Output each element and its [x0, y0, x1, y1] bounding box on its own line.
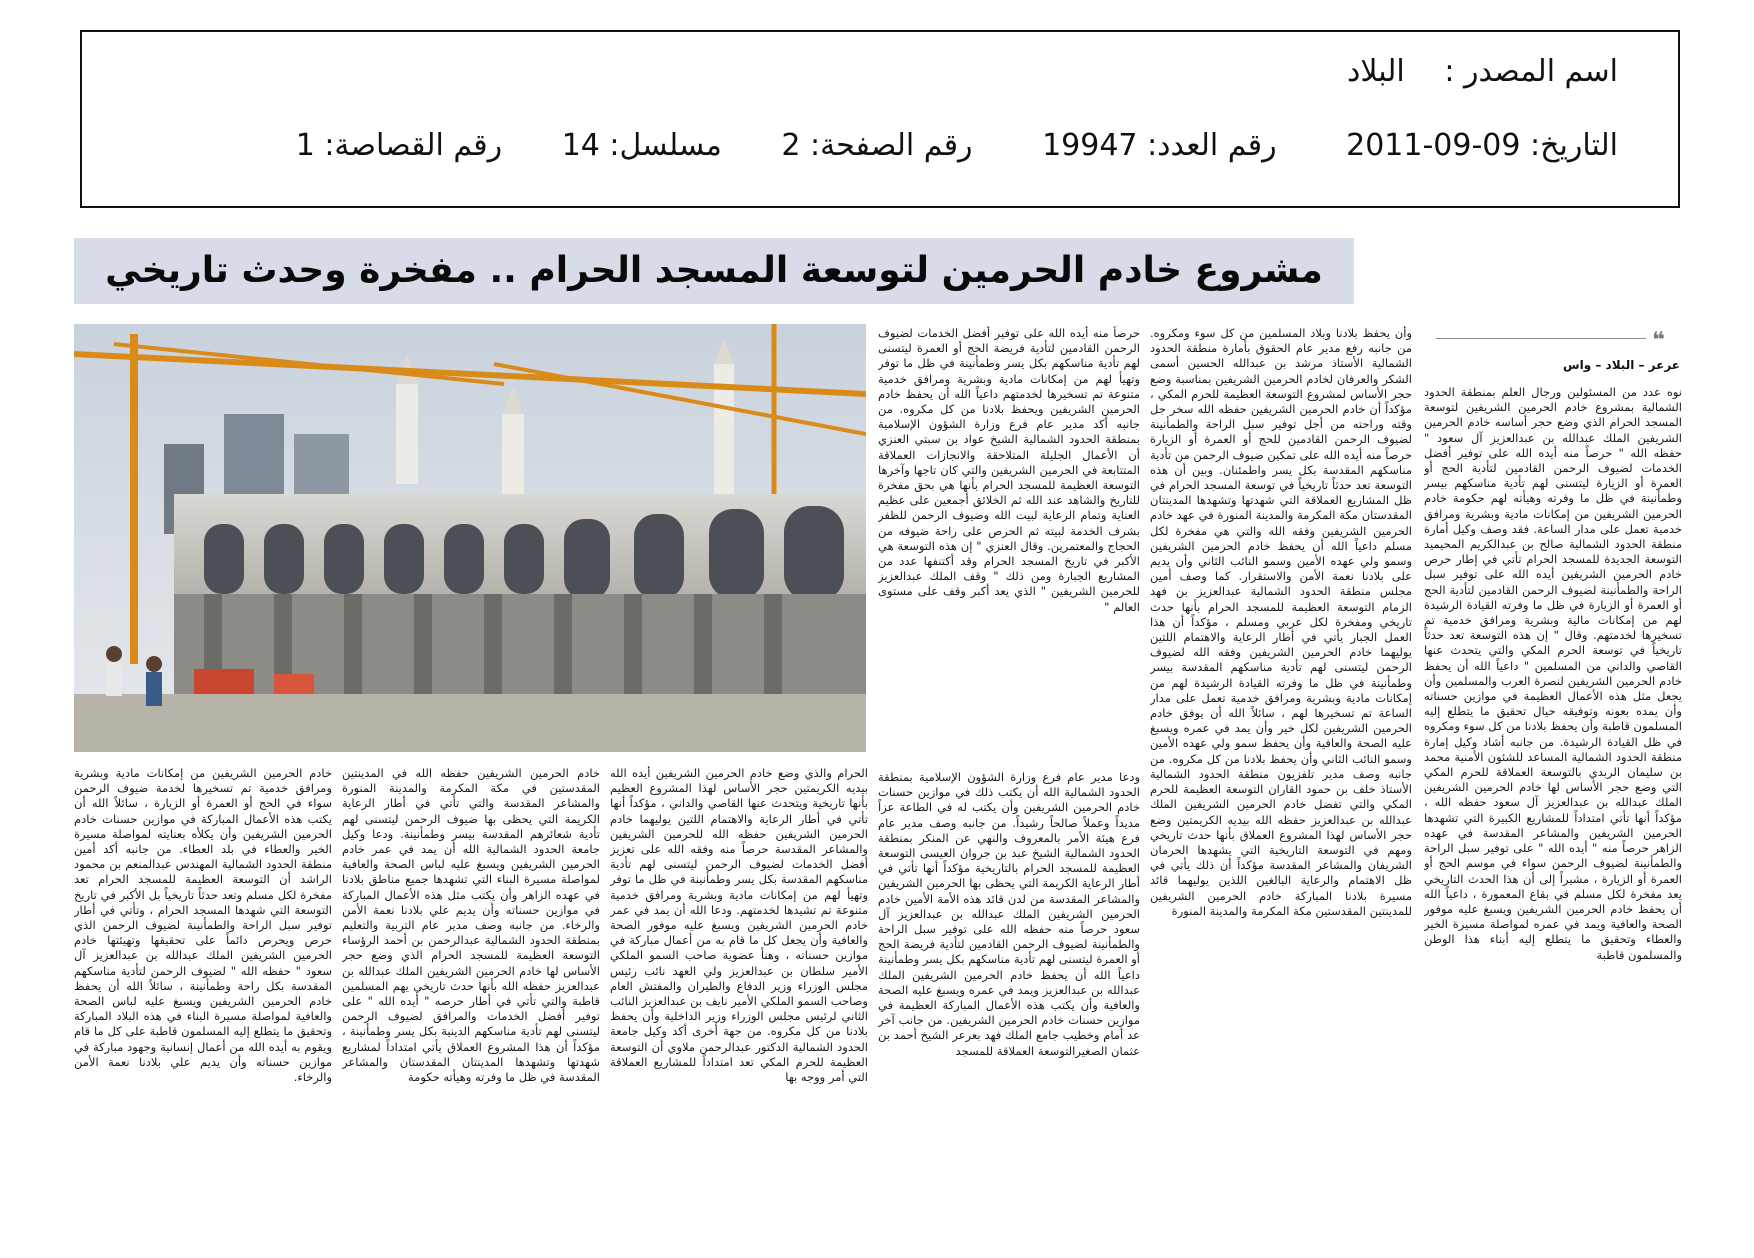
quote-mark-icon: ❝: [1652, 328, 1665, 353]
article-column-3: [878, 326, 1140, 766]
page-label: رقم الصفحة:: [809, 128, 973, 163]
article-column-1: [1424, 385, 1682, 1245]
source-row: [1347, 54, 1618, 89]
article-paragraph: حرصاً منه أيده الله على توفير أفضل الخدمات لضيوف الرحمن القادمين لتأدية فريضة الحج أو العمرة ليتسنى لهم تأدية مناسكهم بكل يسر وطمأنينة في ظل ما توفر وتهيأ لهم من إمكانات مادية وبشرية ومرافق خدمية متنوعة تم تسخيرها لخدمتهم داعياً الله أن يحفظ خادم الحرمين الشريفين ويحفظ بلادنا من كل مكروه. من جانبه أكد مدير عام فرع وزارة الشؤون الإسلامية بمنطقة الحدود الشمالية الشيخ عواد بن سبتي العنزي أن الأعمال الجليلة المتلاحقة والانجازات العملاقة المتتابعة في الحرمين الشريفين والتي كان تاجها وآخرها التوسعة العظيمة للمسجد الحرام بأنها هي بحق مفخرة للتاريخ والشاهد عند الله ثم الخلائق أجمعين على عظيم العناية وتمام الرعاية لبيت الله وضيوف الرحمن للظفر بشرف الخدمة لبيته ثم الحرص على راحة ضيوفه من الحجاج والمعتمرين. وقال العنزي " إن هذه التوسعة هي الأكبر في تاريخ المسجد الحرام وقد أكتنفها عدد من المشاريع الجبارة ومن ذلك " وقف الملك عبدالعزيز للحرمين الشريفين " الذي يعد أكبر وقف على مستوى العالم ": [878, 326, 1140, 614]
article-paragraph: خادم الحرمين الشريفين حفظه الله في المدينتين المقدستين في مكة المكرمة والمدينة المنورة والمشاعر المقدسة والتي تأتي في أطار الرعاية الكريمة التي يحظى بها ضيوف الرحمن ليتسنى لهم تأدية شعائرهم المقدسة بيسر وطمأنينة. ودعا وكيل جامعة الحدود الشمالية الله أن يمد في عمر خادم الحرمين الشريفين ويسبغ عليه لباس الصحة والعافية لمواصلة مسيرة البناء التي تشهدها جميع مناطق بلادنا في عهده الزاهر وأن يكتب مثل هذه الأعمال المباركة في موازين حسناته وأن يديم علي بلادنا نعمة الأمن والرخاء. من جانبه وصف مدير عام التربية والتعليم بمنطقة الحدود الشمالية عبدالرحمن بن أحمد الرؤساء التوسعة العظيمة للمسجد الحرام الذي وضع حجر الأساس لها خادم الحرمين الشريفين الملك عبدالله بن عبدالعزيز حفظه الله بأنها حدث تاريخي يهم المسلمين قاطبة والتي تأتي في أطار حرصه " أيده الله " على توفير أفضل الخدمات والمرافق لضيوف الرحمن ليتسنى لهم تأدية مناسكهم الدينية بكل يسر وطمأنينة ، مؤكداً أن هذا المشروع العملاق يأتي امتداداً لمشاريع شهدتها وتشهدها المدينتان المقدستان والمشاعر المقدسة في ظل ما وفرته وهيأته حكومة: [342, 766, 600, 1085]
clip-label: رقم القصاصة:: [324, 128, 503, 163]
serial-value: 14: [561, 128, 600, 163]
issue-value: 19947: [1042, 128, 1138, 163]
article-column-4: [610, 766, 868, 1248]
article-paragraph: ودعا مدير عام فرع وزارة الشؤون الإسلامية بمنطقة الحدود الشمالية الله أن يكتب ذلك في موازين حسنات خادم الحرمين الشريفين وأن يكتب له في الطاعة عزاً مديداً وعملاً صالحاً رشيداً. من جانبه وصف مدير عام فرع هيئة الأمر بالمعروف والنهي عن المنكر بمنطقة الحدود الشمالية الشيخ عبد بن جروان العيسى التوسعة العظيمة للمسجد الحرام بالتاريخية مؤكداً أنها تأتي في أطار الرعاية الكريمة التي يحظى بها الحرمين الشريفين والمشاعر المقدسة من لدن قائد هذه الأمة الأمين خادم الحرمين الشريفين الملك عبدالله بن عبدالعزيز آل سعود حرصاً منه حفظه الله على توفير سبل الراحة والطمأنينة لضيوف الرحمن القادمين لتأدية فريضة الحج أو العمرة ليتسنى لهم تأدية مناسكهم بكل يسر وطمأنينة داعياً الله أن يحفظ خادم الحرمين الشريفين الملك عبدالله بن عبدالعزيز ويمد في عمره ويسبغ عليه الصحة والعافية وأن يكتب هذه الأعمال المباركة العظيمة في موازين حسنات خادم الحرمين الشريفين. من جانب آخر عد أمام وخطيب جامع الملك فهد بعرعر الشيخ أحمد بن عثمان الصغيرالتوسعة العملاقة للمسجد: [878, 770, 1140, 1058]
date-label: التاريخ:: [1530, 128, 1618, 163]
article-column-2: [1150, 326, 1412, 1246]
article-column-6: [74, 766, 332, 1248]
article-paragraph: نوه عدد من المسئولين ورجال العلم بمنطقة الحدود الشمالية بمشروع خادم الحرمين الشريفين لتوسعة المسجد الحرام الذي وضع حجر أساسه خادم الحرمين الشريفين الملك عبدالله بن عبدالعزيز آل سعود " حفظه الله " حرصاً منه أيده الله على توفير أفضل الخدمات لضيوف الرحمن القادمين لتأدية الحج أو العمرة أو الزيارة ليتسنى لهم تأدية مناسكهم بيسر وطمأنينة في ظل ما وفرته وهيأته لهم حكومة خادم الحرمين الشريفين من إمكانات مادية وبشرية ومرافق خدمية تعمل على مدار الساعة. فقد وصف وكيل أمارة منطقة الحدود الشمالية صالح بن عبدالكريم المحيميد التوسعة الجديدة للمسجد الحرام تأتي في إطار حرص خادم الحرمين الشريفين أيده الله على توفير سبل الراحة والطمأنينة لضيوف الرحمن القادمين لتأدية الحج أو العمرة أو الزيارة في ظل ما وفرته القيادة الرشيدة لهم من إمكانات مالية وبشرية ومرافق خدمية تم تسخيرها لخدمتهم. وقال " إن هذه التوسعة تعد حدثاً تاريخياً في توسعة الحرم المكي والتي يتحدث عنها القاصي والداني من المسلمين " داعياً الله أن يحفظ خادم الحرمين الشريفين لنصرة العرب والمسلمين وأن يجعل مثل هذه الأعمال العظيمة في موازين حسناته وأن يمده بعونه وتوفيقه حيال تحقيق ما يتطلع إليه المسلمون قاطبة وأن يحفظ بلادنا من كل سوء ومكروه في ظل القيادة الرشيدة. من جانبه أشاد وكيل إمارة منطقة الحدود الشمالية المساعد للشئون الأمنية محمد بن سليمان الربدي بالتوسعة العملاقة للحرم المكي التي وضع حجر الأساس لها خادم الحرمين الشريفين الملك عبدالله بن عبدالعزيز آل سعود حفظه الله ، مؤكداً أنها تأتي امتداداً للمشاريع الكبيرة التي تشهدها الحرمين الشريفين والمشاعر المقدسة في عهده الزاهر حرصاً منه " أيده الله " على توفير سبل الراحة والطمأنينة لضيوف الرحمن سواء في موسم الحج أو العمرة أو الزيارة ، مشيراً إلى أن هذا الحدث التاريخي يعد مفخرة لكل مسلم في بقاع المعمورة ، داعياً الله أن يحفظ خادم الحرمين الشريفين ويسبغ عليه موفور الصحة والعافية ويمد في عمره لمواصلة مسيرة الخير والعطاء وتحقيق ما يتطلع إليه أبناء هذا الوطن والمسلمون قاطبة: [1424, 385, 1682, 962]
serial-label: مسلسل:: [609, 128, 722, 163]
source-value: البلاد: [1346, 54, 1405, 89]
byline-divider: [1436, 338, 1646, 339]
article-headline: مشروع خادم الحرمين لتوسعة المسجد الحرام .. مفخرة وحدث تاريخي: [105, 250, 1323, 291]
date-value: 2011-09-09: [1346, 128, 1521, 163]
article-paragraph: الحرام والذي وضع خادم الحرمين الشريفين أيده الله بيديه الكريمتين حجر الأساس لهذا المشروع العظيم بأنها تاريخية ويتحدث عنها القاصي والداني ، مؤكداً أنها تأتي في أطار الرعاية والاهتمام اللتين يوليهما خادم الحرمين الشريفين حفظه الله للحرمين الشريفين والمشاعر المقدسة حرصاً منه وفقه الله على تعزيز أفضل الخدمات لضيوف الرحمن ليتسنى لهم تأدية مناسكهم المقدسة بكل يسر وطمأنينة في ظل ما توفر وتهيأ لهم من إمكانات مادية وبشرية ومرافق خدمية متنوعة تم تشيدها لخدمتهم. ودعا الله أن يمد في عمر خادم الحرمين الشريفين ويسبغ عليه موفور الصحة والعافية وأن يجعل كل ما قام به من أعمال مباركة في موازين حسناته ، وهنأ عضوية صاحب السمو الملكي الأمير سلطان بن عبدالعزيز ولي العهد نائب رئيس مجلس الوزراء وزير الدفاع والطيران والمفتش العام وصاحب السمو الملكي الأمير نايف بن عبدالعزيز النائب الثاني لرئيس مجلس الوزراء وزير الداخلية وأن يحفظ بلادنا من كل مكروه. من جهة أخرى أكد وكيل جامعة الحدود الشمالية الدكتور عبدالرحمن ملاوي أن التوسعة العظيمة للحرم المكي تعد امتداداً للمشاريع العملاقة التي أمر ووجه بها: [610, 766, 868, 1085]
article-column-5: [342, 766, 600, 1248]
source-info-box: [80, 30, 1680, 208]
article-photo: [74, 324, 866, 752]
clip-value: 1: [295, 128, 315, 163]
page-value: 2: [781, 128, 801, 163]
article-column-3-lower: [878, 770, 1140, 1248]
issue-label: رقم العدد:: [1147, 128, 1277, 163]
article-paragraph: خادم الحرمين الشريفين من إمكانات مادية وبشرية ومرافق خدمية تم تسخيرها لخدمة ضيوف الرحمن سواء في الحج أو العمرة أو الزيارة ، سائلاً الله أن يكتب هذه الأعمال المباركة في موازين حسنات خادم الحرمين الشريفين وأن يكلأه بعنايته لمواصلة مسيرة الخير والعطاء في بلد العطاء. من جانبه أكد أمين منطقة الحدود الشمالية المهندس عبدالمنعم بن محمود الراشد أن التوسعة العظيمة للمسجد الحرام تعد مفخرة لكل مسلم وتعد حدثاً تاريخياً بل الأكبر في تاريخ التوسعة التي شهدها المسجد الحرام ، وتأتي في أطار توفير سبل الراحة والطمأنينة لضيوف الرحمن الذي حرص ويحرص دائماً على تحقيقها وتهيئتها خادم الحرمين الشريفين الملك عبدالله بن عبدالعزيز آل سعود " حفظه الله " لضيوف الرحمن لتأدية مناسكهم المقدسة بكل راحة وطمأنينة ، سائلاً الله أن يحفظ خادم الحرمين الشريفين ويسبغ عليه لباس الصحة والعافية لمواصلة مسيرة البناء في هذه البلاد المباركة وتحقيق ما يتطلع إليه المسلمون قاطبة على كل ما قام ويقوم به أيده الله من أعمال إنسانية وجهود مباركة في موازين حسناته وأن يديم علي بلادنا نعمة الأمن والرخاء.: [74, 766, 332, 1085]
issue-details-row: [296, 128, 1618, 163]
article-byline: عرعر – البلاد – واس: [1563, 358, 1680, 372]
source-label: اسم المصدر :: [1444, 54, 1618, 89]
article-paragraph: وأن يحفظ بلادنا وبلاد المسلمين من كل سوء ومكروه. من جانبه رفع مدير عام الحقوق بأمارة منطقة الحدود الشمالية الأستاذ مرشد بن عبدالله الحسين أسمى الشكر والعرفان لخادم الحرمين الشريفين بمناسبة وضع حجر الأساس لمشروع التوسعة العظيمة للحرم المكي ، مؤكداً أن خادم الحرمين الشريفين حفظه الله سخر جل وقته وراحته من أجل توفير سبل الراحة والطمأنينة لضيوف الرحمن القادمين للحج أو العمرة أو الزيارة حرصاً منه أيده الله على تمكين ضيوف الرحمن من تأدية مناسكهم المقدسة بكل يسر واطمئنان. وبين أن هذه التوسعة تعد حدثاً تاريخياً في توسعة المسجد الحرام في ظل المشاريع العملاقة التي شهدتها وتشهدها المدينتان المقدستان مكة المكرمة والمدينة المنورة في عهد خادم الحرمين الشريفين وفقه الله والتي هي مفخرة لكل مسلم داعياً الله أن يحفظ خادم الحرمين الشريفين وسمو ولي عهده الأمين وسمو النائب الثاني وأن يديم على بلادنا نعمة الأمن والاستقرار. كما وصف أمين مجلس منطقة الحدود الشمالية عبدالعزيز بن فهد الزمام التوسعة العظيمة للمسجد الحرام بأنها حدث تاريخي ومفخرة لكل عربي ومسلم ، مؤكداً أن هذا العمل الجبار يأتي في أطار الرعاية والاهتمام اللتين يوليهما خادم الحرمين الشريفين وفقه الله لضيوف الرحمن ليتسنى لهم تأدية مناسكهم المقدسة بيسر وطمأنينة في ظل ما وفرته القيادة الرشيدة لهم من إمكانات مادية وبشرية ومرافق خدمية تعمل على مدار الساعة تم تسخيرها لهم ، سائلاً الله أن يوفق خادم الحرمين الشريفين لكل خير وأن يمد في عمره ويسبغ عليه الصحة والعافية وأن يحفظ سمو ولي عهده الأمين وسمو النائب الثاني وأن يحفظ بلادنا من كل مكروه. من جانبه وصف مدير تلفزيون منطقة الحدود الشمالية الأستاذ خلف بن حمود القاران التوسعة العظيمة للحرم المكي والتي تفضل خادم الحرمين الشريفين الملك عبدالله بن عبدالعزيز حفظه الله بيديه الكريمتين وضع حجر الأساس لهذا المشروع العملاق بأنها حدث تاريخي ومهم في التوسعة التاريخية التي يشهدها الحرمان الشريفان والمشاعر المقدسة مؤكداً أن ذلك يأتي في ظل الاهتمام والرعاية البالغين اللذين يوليهما قائد مسيرة بلادنا المباركة خادم الحرمين الشريفين للمدينتين المقدستين مكة المكرمة والمدينة المنورة: [1150, 326, 1412, 918]
